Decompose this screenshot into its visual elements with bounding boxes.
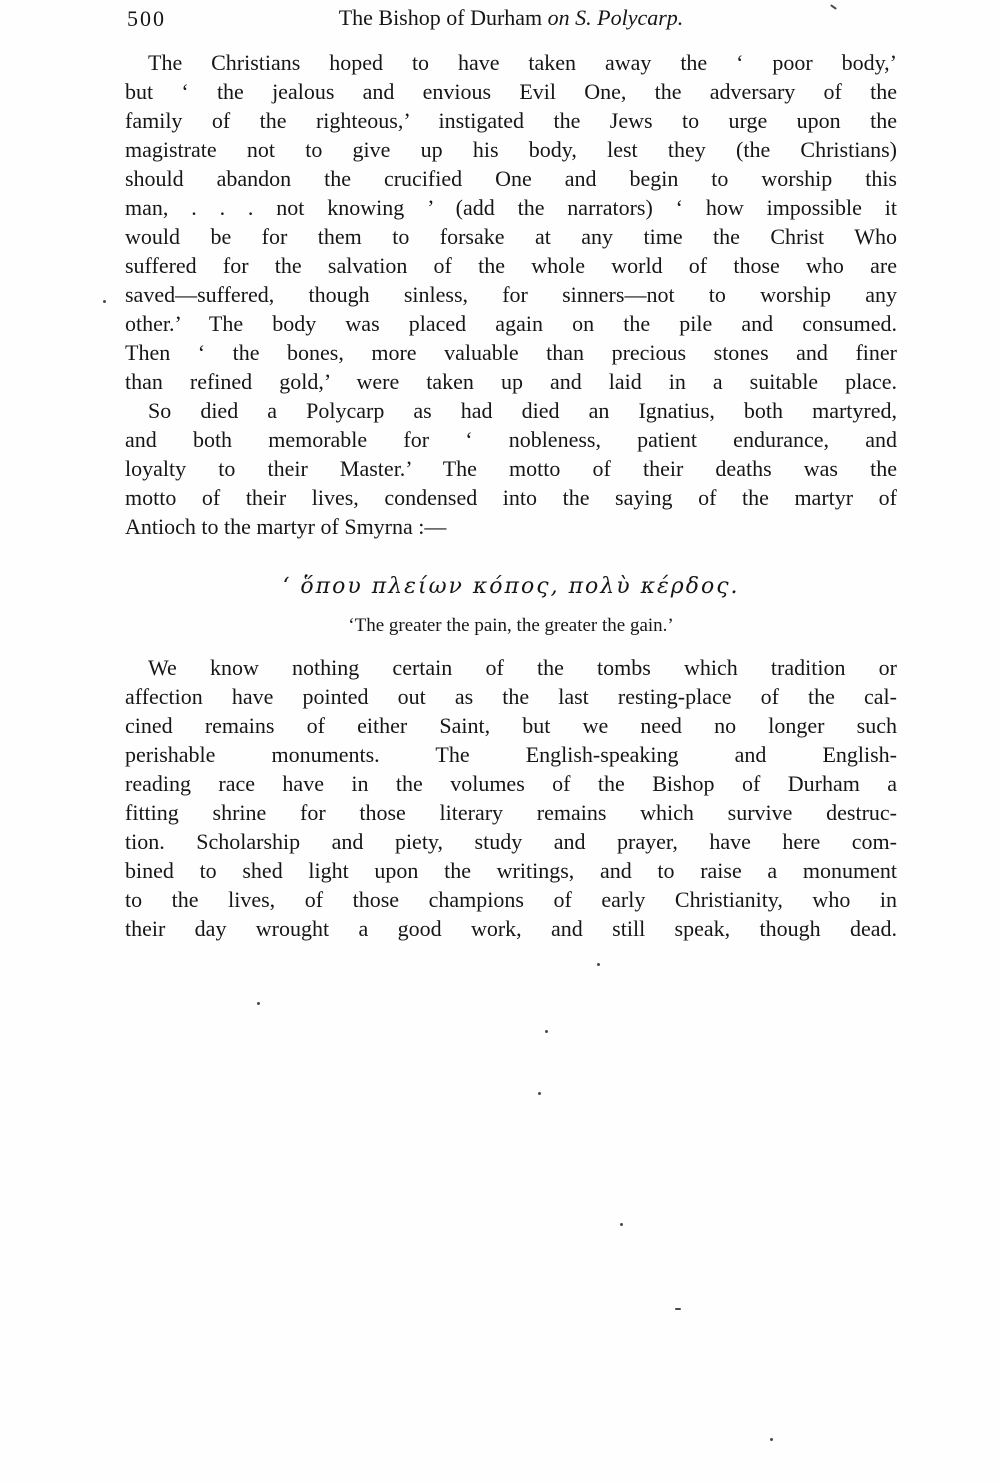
text-line: man, . . . not knowing ’ (add the narrators) ‘ how impossible it [125, 195, 897, 220]
text-line: but ‘ the jealous and envious Evil One, the adversary of the [125, 79, 897, 104]
text-line: loyalty to their Master.’ The motto of their deaths was the [125, 456, 897, 481]
ink-speck [538, 1092, 541, 1095]
text-line: tion. Scholarship and piety, study and prayer, have here com- [125, 829, 897, 854]
running-title-roman: The Bishop of Durham [338, 5, 548, 30]
paragraph [125, 48, 897, 396]
ink-speck [103, 300, 106, 303]
text-line: reading race have in the volumes of the Bishop of Durham a [125, 771, 897, 796]
text-line: affection have pointed out as the last resting-place of the cal- [125, 684, 897, 709]
text-line: cined remains of either Saint, but we need no longer such [125, 713, 897, 738]
text-line: Antioch to the martyr of Smyrna :— [125, 514, 447, 539]
running-title-italic: on S. Polycarp. [547, 5, 684, 30]
text-line: magistrate not to give up his body, lest they (the Christians) [125, 137, 897, 162]
page-body [125, 48, 897, 943]
text-line: should abandon the crucified One and begin to worship this [125, 166, 897, 191]
ink-speck [770, 1438, 773, 1441]
text-line: bined to shed light upon the writings, and to raise a monument [125, 858, 897, 883]
running-title [125, 4, 897, 32]
ink-speck [545, 1030, 548, 1033]
text-line: Then ‘ the bones, more valuable than precious stones and finer [125, 340, 897, 365]
text-line: perishable monuments. The English-speaking and English- [125, 742, 897, 767]
text-line: motto of their lives, condensed into the saying of the martyr of [125, 485, 897, 510]
text-line: suffered for the salvation of the whole world of those who are [125, 253, 897, 278]
paragraph [125, 396, 897, 541]
quotation-translation: ‘The greater the pain, the greater the gain.’ [348, 615, 674, 636]
text-line: to the lives, of those champions of early Christianity, who in [125, 887, 897, 912]
page-header [125, 4, 897, 34]
text-line: family of the righteous,’ instigated the Jews to urge upon the [125, 108, 897, 133]
text-line: their day wrought a good work, and still speak, though dead. [125, 916, 897, 941]
ink-speck [597, 963, 600, 966]
text-line: than refined gold,’ were taken up and laid in a suitable place. [125, 369, 897, 394]
ink-speck [675, 1308, 681, 1310]
ink-speck [620, 1223, 623, 1226]
paragraph [125, 653, 897, 943]
greek-quotation: ‘ ὅπου πλείων κόπος, πολὺ κέρδος. [282, 574, 740, 599]
text-line: We know nothing certain of the tombs which tradition or [148, 655, 897, 680]
text-line: and both memorable for ‘ nobleness, patient endurance, and [125, 427, 897, 452]
page-number: 500 [127, 6, 166, 31]
text-line: fitting shrine for those literary remains which survive destruc- [125, 800, 897, 825]
text-line: would be for them to forsake at any time the Christ Who [125, 224, 897, 249]
text-line: So died a Polycarp as had died an Ignatius, both martyred, [148, 398, 897, 423]
text-line: other.’ The body was placed again on the pile and consumed. [125, 311, 897, 336]
ink-speck [257, 1002, 260, 1005]
text-line: The Christians hoped to have taken away the ‘ poor body,’ [148, 50, 897, 75]
text-line: saved—suffered, though sinless, for sinners—not to worship any [125, 282, 897, 307]
